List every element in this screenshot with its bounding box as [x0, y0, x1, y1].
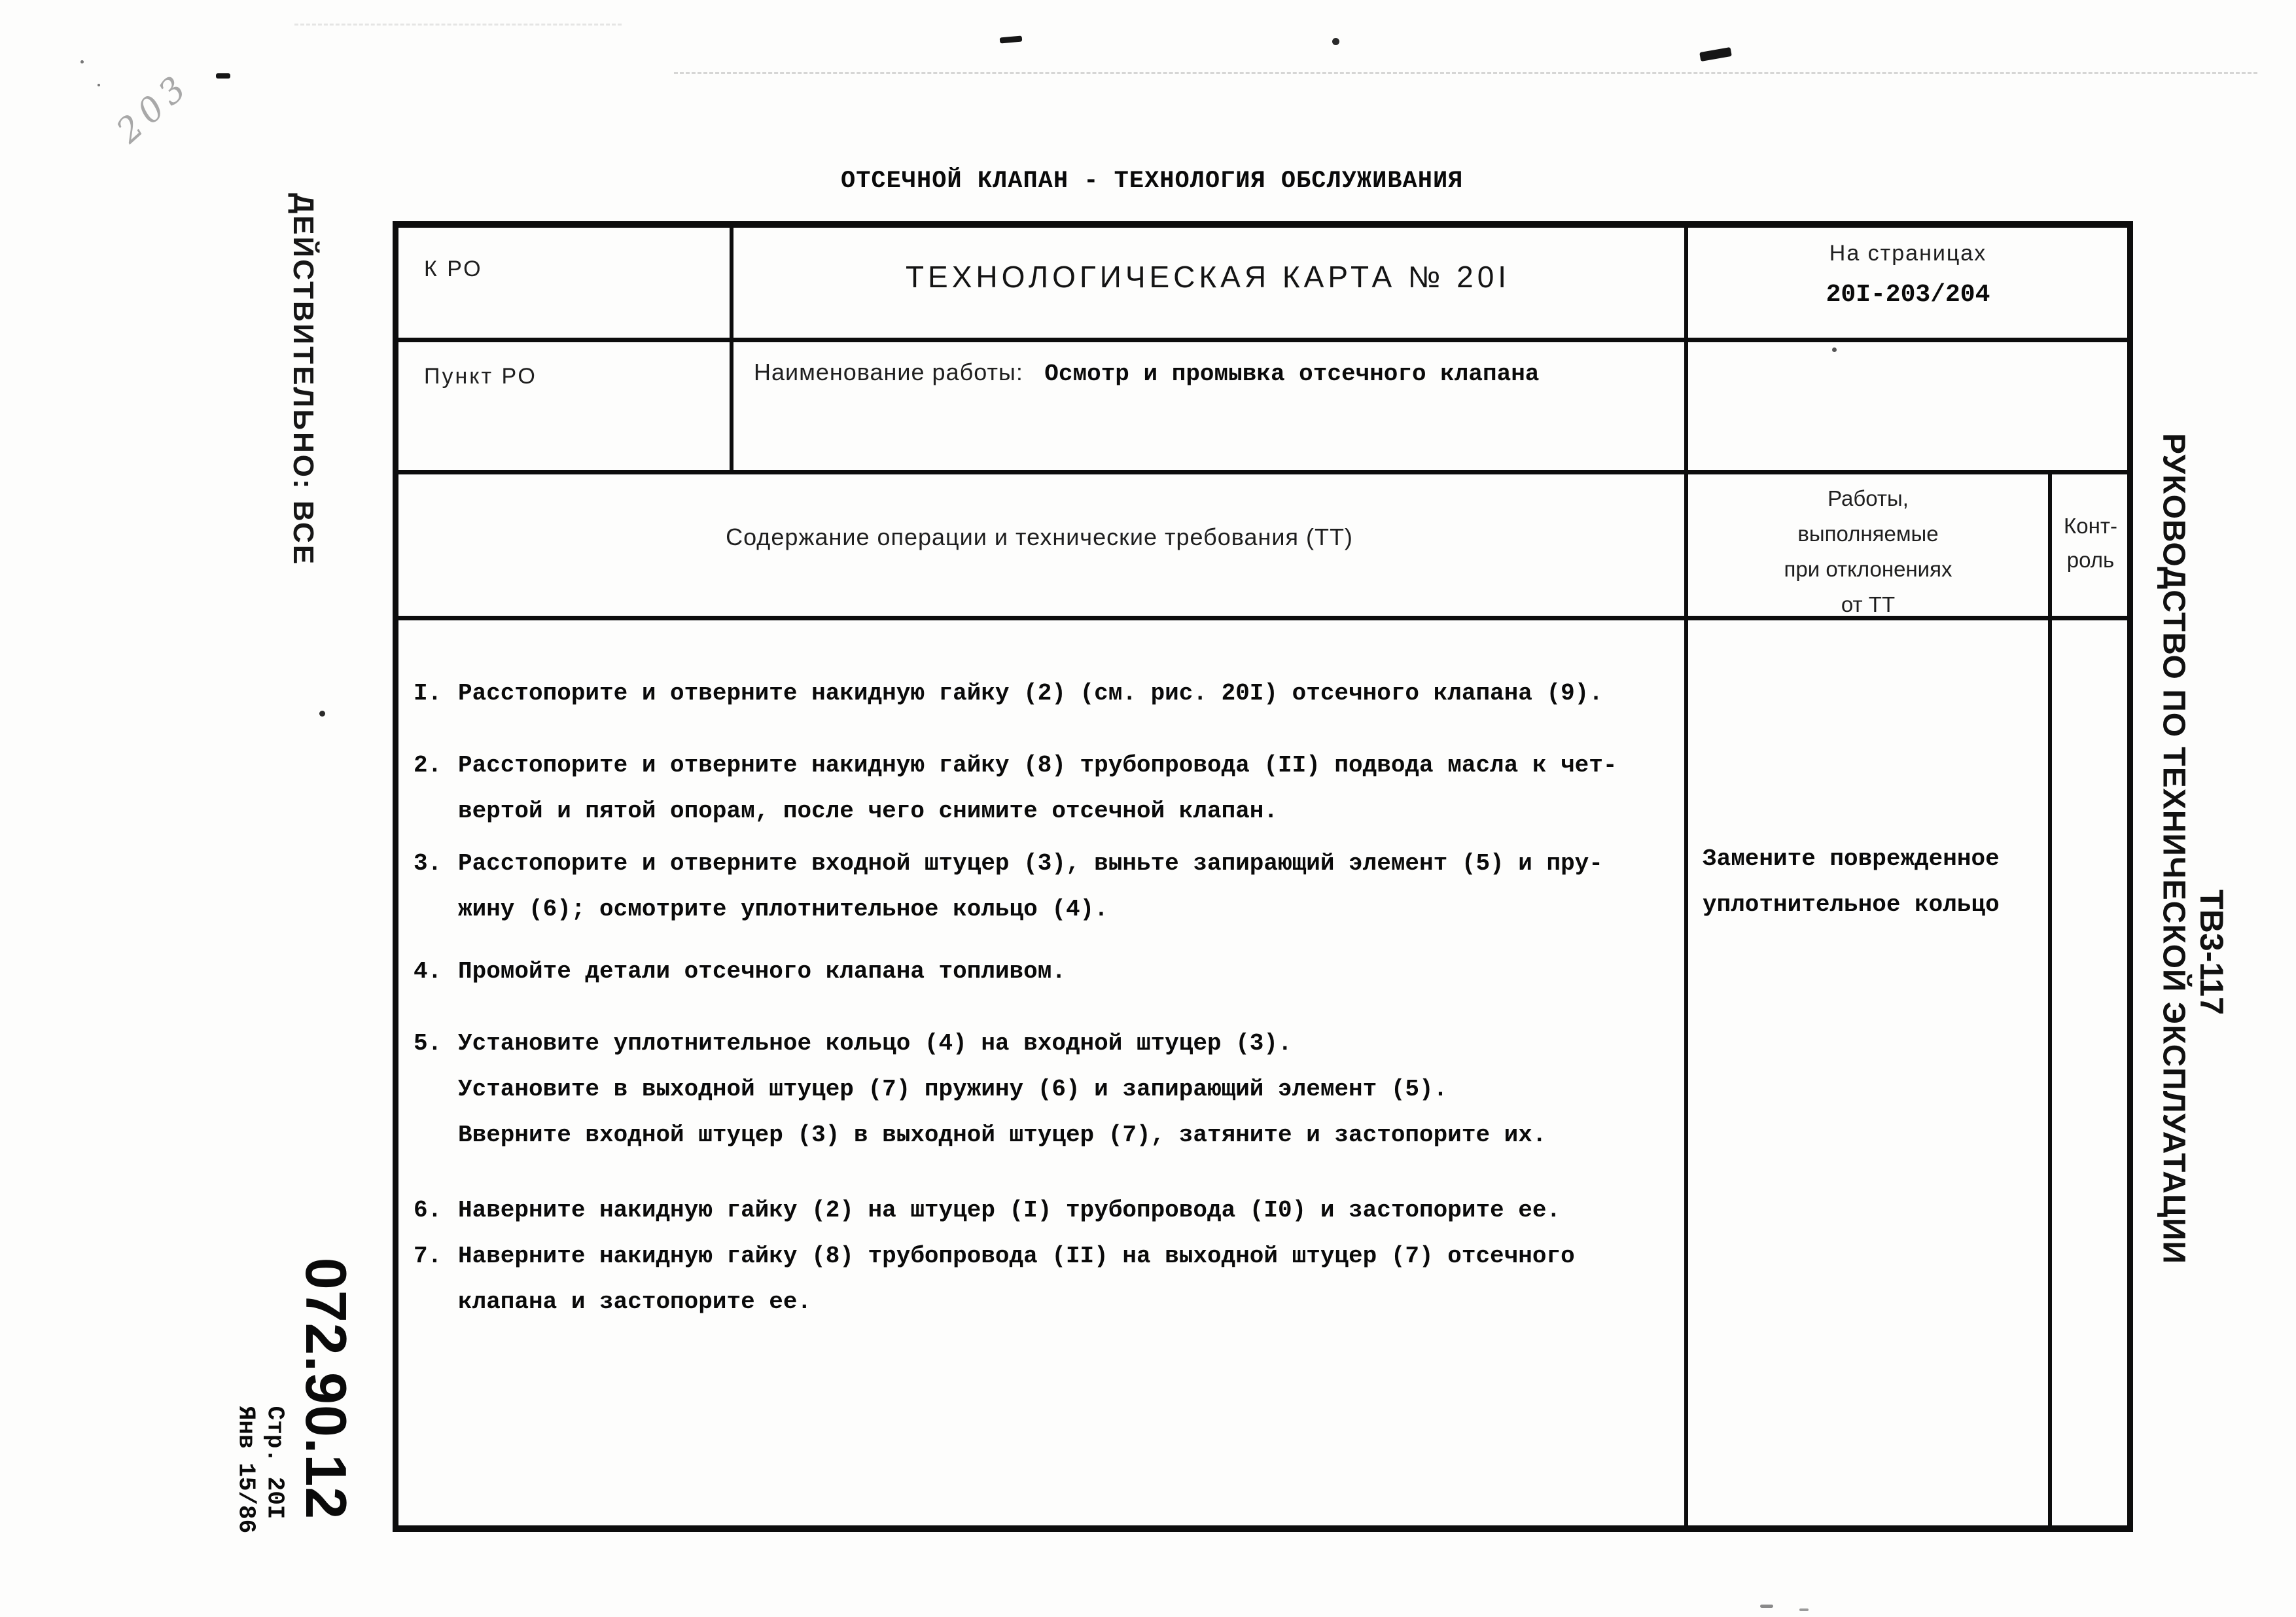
deviation-note-line: уплотнительное кольцо [1703, 891, 2000, 918]
operation-text-line: Вверните входной штуцер (3) в выходной штуцер (7), затяните и застопорите их. [458, 1122, 1547, 1148]
operation-number: 7. [414, 1243, 442, 1270]
table-border-left [393, 221, 398, 1532]
operation-item-2 [414, 743, 1617, 834]
scan-noise-dot [1332, 38, 1339, 45]
scan-noise-dash [1699, 47, 1732, 62]
operation-text-line: клапана и застопорите ее. [458, 1288, 812, 1315]
deviation-note-line: Замените поврежденное [1703, 845, 2000, 872]
scan-noise-dot [80, 60, 84, 63]
operation-text-line: Расстопорите и отверните накидную гайку (8) трубопровода (II) подвода масла к чет- [458, 752, 1617, 779]
issue-date: Янв 15/86 [232, 1406, 260, 1534]
scan-noise-dash [1760, 1605, 1773, 1608]
doc-code: 072.90.12 [294, 1257, 359, 1520]
table-border-top [393, 221, 2133, 228]
operation-item-7 [414, 1234, 1575, 1325]
operation-text-line: жину (6); осмотрите уплотнительное кольцо (4). [458, 896, 1108, 923]
column-header-deviations [1688, 481, 2048, 622]
operation-text-line: Наверните накидную гайку (2) на штуцер (I) трубопровода (I0) и застопорите ее. [458, 1197, 1561, 1224]
operation-item-4 [414, 949, 1066, 995]
table-border-right [2127, 221, 2133, 1532]
table-rule-row1 [393, 338, 2133, 342]
operation-text-line: вертой и пятой опорам, после чего снимите отсечной клапан. [458, 798, 1279, 825]
deviations-line: выполняемые [1797, 522, 1939, 546]
pages-label: На страницах [1829, 241, 1987, 266]
scan-noise-dash [1000, 36, 1023, 44]
operation-text-line: Установите уплотнительное кольцо (4) на входной штуцер (3). [458, 1030, 1292, 1057]
deviation-note [1703, 836, 2000, 928]
work-name-value: Осмотр и промывка отсечного клапана [1044, 361, 1540, 387]
pages-value: 20I-203/204 [1826, 281, 1990, 309]
table-rule-col-control [2048, 472, 2052, 1532]
table-rule-row2 [393, 470, 2133, 474]
scan-noise-dot [1832, 347, 1837, 352]
control-line: роль [2066, 548, 2115, 572]
column-header-operations: Содержание операции и технические требования (ТТ) [726, 524, 1353, 550]
operation-item-1 [414, 671, 1603, 717]
operation-number: I. [414, 680, 442, 707]
page-number: Стр. 20I [261, 1406, 289, 1519]
cell-punkt-ro: Пункт РО [424, 364, 537, 389]
deviations-line: от ТТ [1841, 592, 1896, 616]
right-margin-manual-title: РУКОВОДСТВО ПО ТЕХНИЧЕСКОЙ ЭКСПЛУАТАЦИИ [2156, 433, 2191, 1264]
operation-number: 6. [414, 1197, 442, 1224]
operation-number: 2. [414, 752, 442, 779]
operation-text-line: Установите в выходной штуцер (7) пружину (6) и запирающий элемент (5). [458, 1076, 1448, 1103]
operation-number: 3. [414, 850, 442, 877]
cell-work-name [754, 359, 1539, 387]
operation-item-5 [414, 1021, 1546, 1158]
scan-noise-dot [97, 84, 100, 86]
right-margin-engine-model: ТВ3-117 [2193, 889, 2230, 1015]
scan-dotted-line [294, 24, 622, 26]
pencil-mark: 203 [109, 65, 199, 151]
operation-text-line: Промойте детали отсечного клапана топливом. [458, 958, 1066, 985]
operation-text-line: Расстопорите и отверните накидную гайку (2) (см. рис. 20I) отсечного клапана (9). [458, 680, 1603, 707]
cell-card-title: ТЕХНОЛОГИЧЕСКАЯ КАРТА № 20I [905, 260, 1511, 294]
cell-k-ro: К РО [424, 257, 483, 281]
operation-item-6 [414, 1188, 1561, 1234]
scan-noise-dash [1799, 1608, 1809, 1611]
column-header-control [2052, 509, 2129, 577]
work-name-label: Наименование работы: [754, 359, 1023, 385]
scan-noise-dot [319, 711, 325, 717]
left-margin-validity-note: ДЕЙСТВИТЕЛЬНО: ВСЕ [287, 192, 319, 567]
deviations-line: при отклонениях [1784, 557, 1952, 581]
operation-number: 4. [414, 958, 442, 985]
deviations-line: Работы, [1828, 486, 1909, 510]
operation-number: 5. [414, 1030, 442, 1057]
page-title: ОТСЕЧНОЙ КЛАПАН - ТЕХНОЛОГИЯ ОБСЛУЖИВАНИЯ [841, 168, 1464, 195]
operation-text-line: Расстопорите и отверните входной штуцер (3), выньте запирающий элемент (5) и пру- [458, 850, 1603, 877]
operation-text-line: Наверните накидную гайку (8) трубопровода (II) на выходной штуцер (7) отсечного [458, 1243, 1575, 1270]
scan-dotted-line [674, 72, 2257, 74]
table-border-bottom [393, 1525, 2133, 1532]
cell-pages [1688, 241, 2128, 309]
table-rule-col-pages [1684, 221, 1688, 1532]
operation-item-3 [414, 841, 1603, 933]
scan-noise-dash [216, 73, 230, 79]
control-line: Конт- [2064, 514, 2117, 538]
